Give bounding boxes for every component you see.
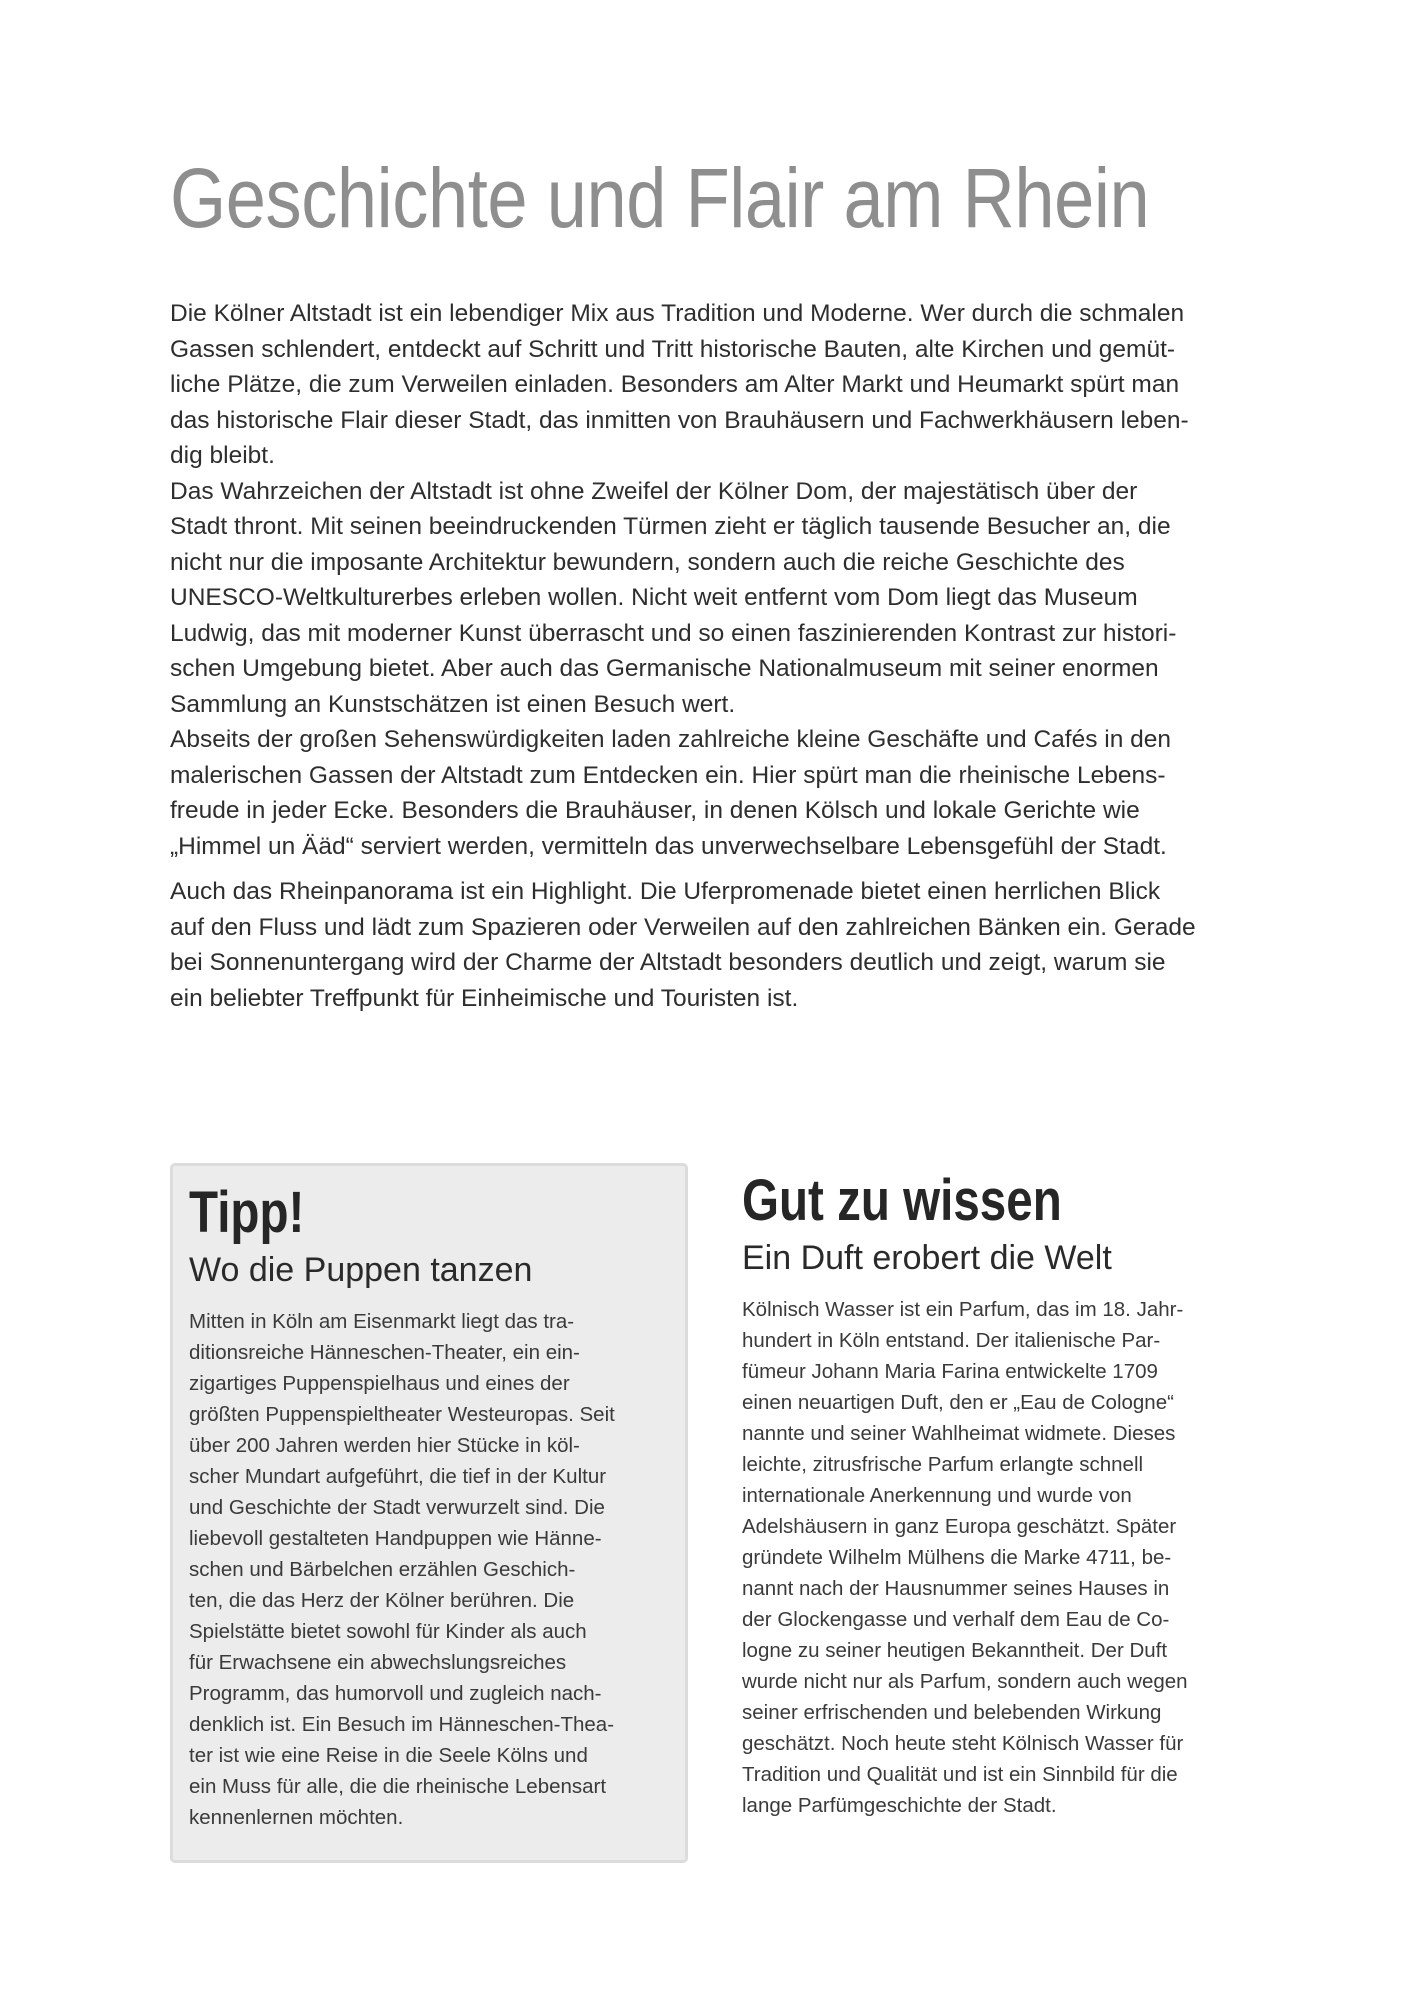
text-line: Auch das Rheinpanorama ist ein Highlight. Die Uferpromenade bietet einen herrlichen Blick: [170, 878, 1161, 905]
text-line: Das Wahrzeichen der Altstadt ist ohne Zweifel der Kölner Dom, der majestätisch über der: [170, 477, 1138, 505]
text-line: Kölnisch Wasser ist ein Parfum, das im 18. Jahr-: [742, 1298, 1184, 1321]
text-line: geschätzt. Noch heute steht Kölnisch Wasser für: [742, 1732, 1184, 1755]
article-paragraph: [170, 874, 1260, 1016]
text-line: hundert in Köln entstand. Der italienische Par-: [742, 1329, 1161, 1352]
good-to-know-section: [742, 1168, 1262, 1821]
tip-subtitle: Wo die Puppen tanzen: [189, 1251, 533, 1289]
text-line: und Geschichte der Stadt verwurzelt sind. Die: [189, 1496, 605, 1519]
text-line: für Erwachsene ein abwechslungsreiches: [189, 1651, 567, 1674]
text-line: zigartiges Puppenspielhaus und eines der: [189, 1372, 570, 1395]
article-paragraph: [170, 296, 1260, 864]
text-line: wurde nicht nur als Parfum, sondern auch wegen: [742, 1670, 1188, 1693]
text-line: malerischen Gassen der Altstadt zum Entdecken ein. Hier spürt man die rheinische Lebens-: [170, 761, 1166, 789]
text-line: Stadt thront. Mit seinen beeindruckenden Türmen zieht er täglich tausende Besucher an, die: [170, 513, 1171, 540]
tip-body: [189, 1306, 669, 1833]
text-line: freude in jeder Ecke. Besonders die Brauhäuser, in denen Kölsch und lokale Gerichte wie: [170, 797, 1140, 824]
text-line: nannte und seiner Wahlheimat widmete. Dieses: [742, 1422, 1176, 1445]
text-line: größten Puppenspieltheater Westeuropas. Seit: [189, 1403, 615, 1426]
text-line: internationale Anerkennung und wurde von: [742, 1484, 1132, 1507]
text-line: fümeur Johann Maria Farina entwickelte 1709: [742, 1360, 1158, 1383]
text-line: nicht nur die imposante Architektur bewundern, sondern auch die reiche Geschichte des: [170, 548, 1125, 576]
text-line: logne zu seiner heutigen Bekanntheit. Der Duft: [742, 1639, 1168, 1662]
text-line: Abseits der großen Sehenswürdigkeiten laden zahlreiche kleine Geschäfte und Cafés in den: [170, 726, 1172, 753]
text-line: Ludwig, das mit moderner Kunst überrascht und so einen faszinierenden Kontrast zur histori-: [170, 619, 1177, 647]
text-line: lange Parfümgeschichte der Stadt.: [742, 1794, 1057, 1817]
text-line: ten, die das Herz der Kölner berühren. Die: [189, 1589, 575, 1612]
know-body: [742, 1294, 1262, 1821]
text-line: schen Umgebung bietet. Aber auch das Germanische Nationalmuseum mit seiner enormen: [170, 655, 1159, 682]
text-line: Gassen schlendert, entdeckt auf Schritt und Tritt historische Bauten, alte Kirchen und gemüt-: [170, 335, 1176, 363]
text-line: Die Kölner Altstadt ist ein lebendiger Mix aus Tradition und Moderne. Wer durch die schmalen: [170, 300, 1185, 327]
text-line: Tradition und Qualität und ist ein Sinnbild für die: [742, 1763, 1178, 1786]
text-line: dig bleibt.: [170, 442, 275, 469]
text-line: Mitten in Köln am Eisenmarkt liegt das tra-: [189, 1310, 575, 1333]
text-line: liche Plätze, die zum Verweilen einladen. Besonders am Alter Markt und Heumarkt spürt man: [170, 371, 1180, 398]
text-line: Programm, das humorvoll und zugleich nach-: [189, 1682, 602, 1705]
know-title: Gut zu wissen: [742, 1168, 1062, 1233]
tip-title: Tipp!: [189, 1180, 305, 1245]
text-line: bei Sonnenuntergang wird der Charme der Altstadt besonders deutlich und zeigt, warum sie: [170, 949, 1166, 976]
text-line: Adelshäusern in ganz Europa geschätzt. Später: [742, 1515, 1177, 1538]
text-line: scher Mundart aufgeführt, die tief in der Kultur: [189, 1465, 607, 1488]
text-line: Sammlung an Kunstschätzen ist einen Besuch wert.: [170, 690, 736, 718]
text-line: denklich ist. Ein Besuch im Hänneschen-Thea-: [189, 1713, 615, 1736]
text-line: über 200 Jahren werden hier Stücke in köl-: [189, 1434, 580, 1457]
text-line: gründete Wilhelm Mülhens die Marke 4711, be-: [742, 1546, 1172, 1569]
text-line: kennenlernen möchten.: [189, 1806, 404, 1829]
text-line: liebevoll gestalteten Handpuppen wie Hänne-: [189, 1527, 602, 1550]
text-line: „Himmel un Ääd“ serviert werden, vermitteln das unverwechselbare Lebensgefühl der Stadt.: [170, 832, 1167, 860]
text-line: UNESCO-Weltkulturerbes erleben wollen. Nicht weit entfernt vom Dom liegt das Museum: [170, 584, 1138, 611]
text-line: ter ist wie eine Reise in die Seele Kölns und: [189, 1744, 588, 1767]
text-line: einen neuartigen Duft, den er „Eau de Cologne“: [742, 1391, 1174, 1414]
text-line: leichte, zitrusfrische Parfum erlangte schnell: [742, 1453, 1144, 1476]
text-line: ein Muss für alle, die die rheinische Lebensart: [189, 1775, 607, 1798]
text-line: ditionsreiche Hänneschen-Theater, ein ein-: [189, 1341, 580, 1364]
text-line: nannt nach der Hausnummer seines Hauses in: [742, 1577, 1170, 1600]
text-line: ein beliebter Treffpunkt für Einheimische und Touristen ist.: [170, 984, 799, 1012]
text-line: der Glockengasse und verhalf dem Eau de Co-: [742, 1608, 1170, 1631]
text-line: auf den Fluss und lädt zum Spazieren oder Verweilen auf den zahlreichen Bänken ein. Gerade: [170, 913, 1196, 941]
tip-box: [170, 1163, 688, 1863]
page-title: Geschichte und Flair am Rhein: [170, 151, 1150, 245]
text-line: schen und Bärbelchen erzählen Geschich-: [189, 1558, 576, 1581]
text-line: seiner erfrischenden und belebenden Wirkung: [742, 1701, 1162, 1724]
know-subtitle: Ein Duft erobert die Welt: [742, 1239, 1112, 1277]
text-line: das historische Flair dieser Stadt, das inmitten von Brauhäusern und Fachwerkhäusern leben-: [170, 406, 1189, 434]
text-line: Spielstätte bietet sowohl für Kinder als auch: [189, 1620, 587, 1643]
article-body: [170, 296, 1260, 1016]
